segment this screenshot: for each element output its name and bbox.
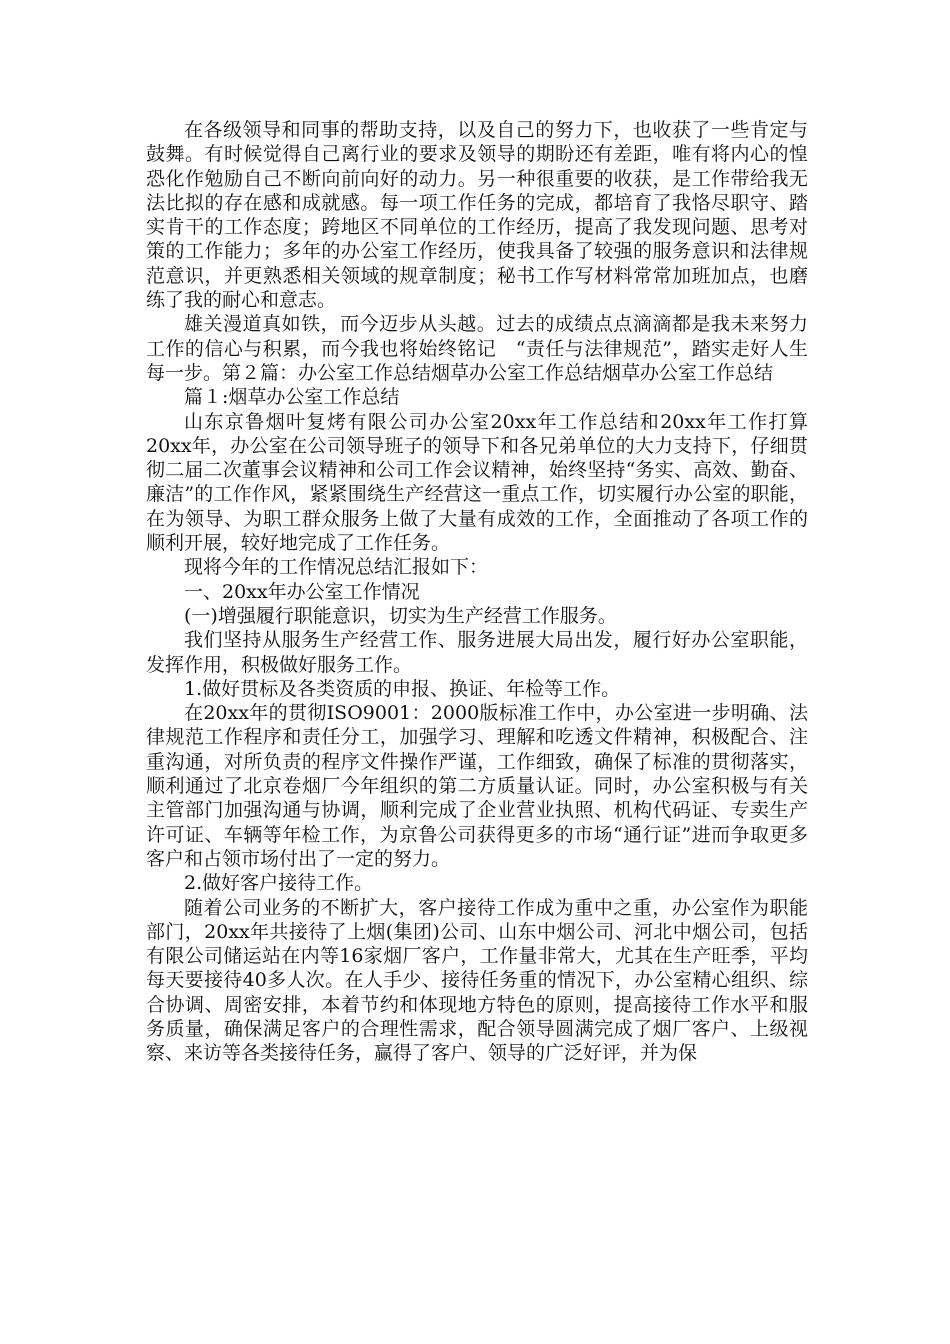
paragraph-company-intro: 山东京鲁烟叶复烤有限公司办公室20xx年工作总结和20xx年工作打算20xx年，办公室在公司领导班子的领导下和各兄弟单位的大力支持下，仔细贯彻二届二次董事会议精神和公司工作会议精神，始终坚持“务实、高效、勤奋、廉洁”的工作作风，紧紧围绕生产经营这一重点工作，切实履行办公室的职能，在为领导、为职工群众服务上做了大量有成效的工作，全面推动了各项工作的顺利开展，较好地完成了工作任务。	[146, 410, 808, 555]
paragraph-client-reception: 随着公司业务的不断扩大，客户接待工作成为重中之重，办公室作为职能部门，20xx年共接待了上烟(集团)公司、山东中烟公司、河北中烟公司，包括有限公司储运站在内等16家烟厂客户，工作量非常大，尤其在生产旺季，平均每天要接待40多人次。在人手少、接待任务重的情况下，办公室精心组织、综合协调、周密安排，本着节约和体现地方特色的原则，提高接待工作水平和服务质量，确保满足客户的合理性需求，配合领导圆满完成了烟厂客户、上级视察、来访等各类接待任务，赢得了客户、领导的广泛好评，并为保	[146, 896, 808, 1065]
heading-item-one: 1.做好贯标及各类资质的申报、换证、年检等工作。	[184, 677, 621, 700]
paragraph-service-principle: 我们坚持从服务生产经营工作、服务进展大局出发，履行好办公室职能，发挥作用，积极做好服务工作。	[146, 629, 808, 676]
section-title: 篇１:烟草办公室工作总结	[184, 386, 400, 409]
heading-part-one: 一、20xx年办公室工作情况	[184, 580, 420, 603]
paragraph-iso-certification: 在20xx年的贯彻ISO9001：2000版标准工作中，办公室进一步明确、法律规范工作程序和责任分工，加强学习、理解和吃透文件精神，积极配合、注重沟通，对所负责的程序文件操作严谨，工作细致，确保了标准的贯彻落实，顺利通过了北京卷烟厂今年组织的第二方质量认证。同时，办公室积极与有关主管部门加强沟通与协调，顺利完成了企业营业执照、机构代码证、专卖生产许可证、车辆等年检工作，为京鲁公司获得更多的市场“通行证”进而争取更多客户和占领市场付出了一定的努力。	[146, 702, 808, 870]
paragraph-report-intro: 现将今年的工作情况总结汇报如下：	[184, 556, 489, 579]
heading-subsection-one: (一)增强履行职能意识，切实为生产经营工作服务。	[184, 604, 617, 627]
document-page	[146, 118, 808, 1066]
heading-item-two: 2.做好客户接待工作。	[184, 872, 374, 895]
paragraph-achievements: 在各级领导和同事的帮助支持，以及自己的努力下，也收获了一些肯定与鼓舞。有时候觉得自己离行业的要求及领导的期盼还有差距，唯有将内心的惶恐化作勉励自己不断向前向好的动力。另一种很重要的收获，是工作带给我无法比拟的存在感和成就感。每一项工作任务的完成，都培育了我恪尽职守、踏实肯干的工作态度；跨地区不同单位的工作经历，提高了我发现问题、思考对策的工作能力；多年的办公室工作经历，使我具备了较强的服务意识和法律规范意识，并更熟悉相关领域的规章制度；秘书工作写材料常常加班加点，也磨练了我的耐心和意志。	[146, 119, 808, 312]
paragraph-closing-motto: 雄关漫道真如铁，而今迈步从头越。过去的成绩点点滴滴都是我未来努力工作的信心与积累，而今我也将始终铭记 “责任与法律规范”，踏实走好人生每一步。第２篇：办公室工作总结烟草办公室工作总结烟草办公室工作总结	[146, 313, 808, 384]
